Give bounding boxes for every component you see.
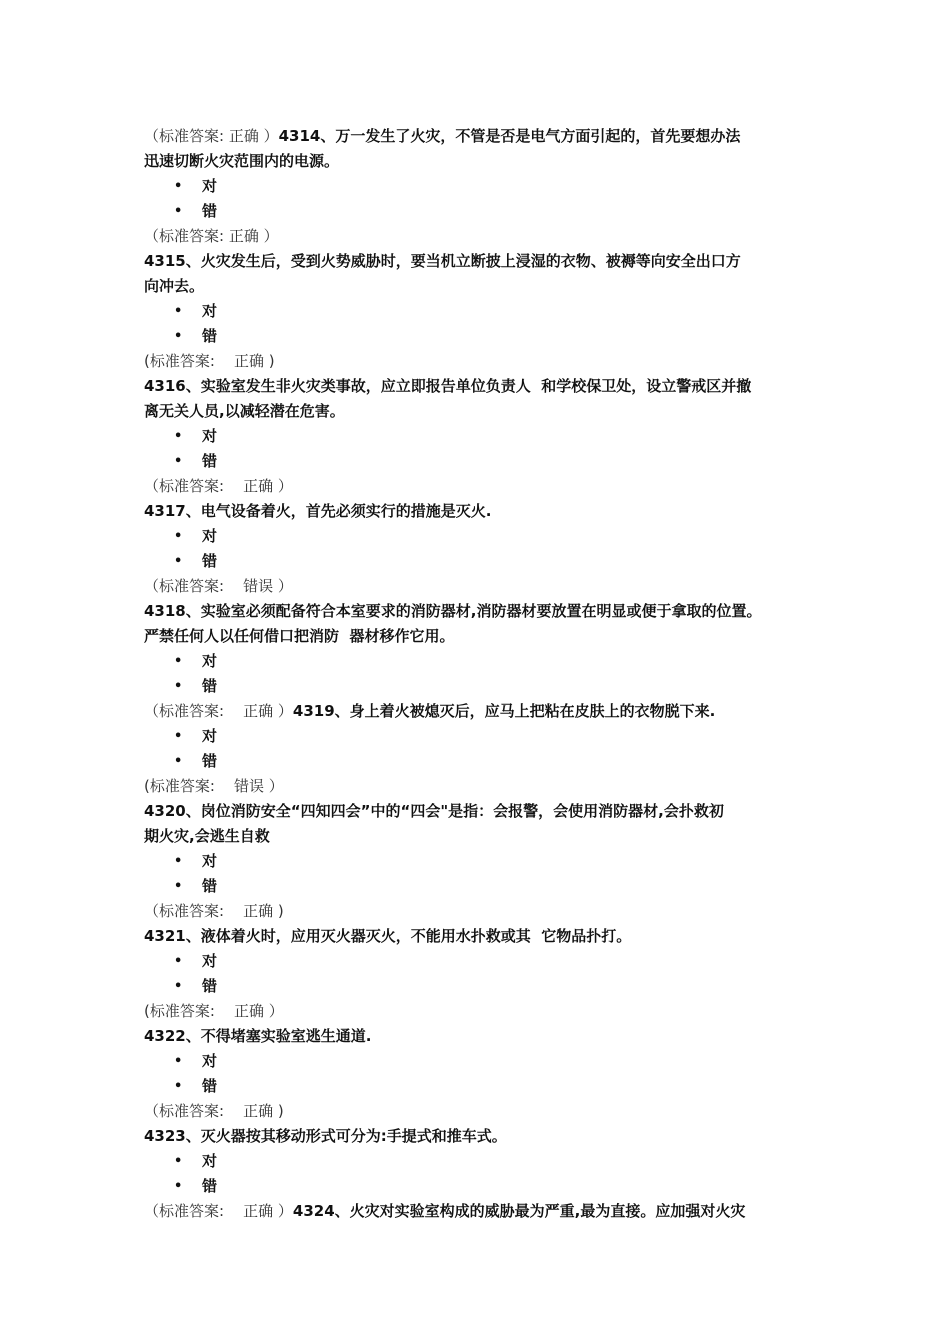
- option-label: 错: [202, 202, 218, 220]
- bullet-icon: •: [174, 679, 183, 694]
- answer-line: [144, 349, 824, 374]
- answer-question-line: [144, 699, 824, 724]
- option-item: [144, 874, 824, 899]
- option-label: 对: [202, 302, 218, 320]
- question-text: 4323、灭火器按其移动形式可分为:手提式和推车式。: [144, 1127, 507, 1145]
- question-line: [144, 399, 824, 424]
- question-line: [144, 624, 824, 649]
- option-item: [144, 974, 824, 999]
- answer-line: [144, 1099, 824, 1124]
- option-item: [144, 199, 824, 224]
- standard-answer: (标准答案: 错误 ）: [144, 777, 284, 795]
- option-item: [144, 1074, 824, 1099]
- question-line: [144, 274, 824, 299]
- option-item: [144, 549, 824, 574]
- option-label: 错: [202, 877, 218, 895]
- question-text: 期火灾,会逃生自救: [144, 827, 270, 845]
- option-item: [144, 749, 824, 774]
- bullet-icon: •: [174, 554, 183, 569]
- question-text: 4320、岗位消防安全“四知四会”中的“四会"是指：会报警，会使用消防器材,会扑救初: [144, 802, 724, 820]
- option-label: 错: [202, 677, 218, 695]
- question-text: 4319、身上着火被熄灭后，应马上把粘在皮肤上的衣物脱下来.: [292, 702, 716, 720]
- option-label: 对: [202, 1052, 218, 1070]
- option-label: 对: [202, 652, 218, 670]
- standard-answer: (标准答案: 正确 ): [144, 352, 275, 370]
- option-label: 对: [202, 527, 218, 545]
- bullet-icon: •: [174, 654, 183, 669]
- question-text: 迅速切断火灾范围内的电源。: [144, 152, 340, 170]
- standard-answer: （标准答案: 正确 ): [144, 1102, 284, 1120]
- option-item: [144, 674, 824, 699]
- bullet-icon: •: [174, 329, 183, 344]
- bullet-icon: •: [174, 1054, 183, 1069]
- question-text: 4318、实验室必须配备符合本室要求的消防器材,消防器材要放置在明显或便于拿取的位置。: [144, 602, 762, 620]
- option-label: 错: [202, 452, 218, 470]
- question-text: 4324、火灾对实验室构成的威胁最为严重,最为直接。应加强对火灾: [292, 1202, 746, 1220]
- question-text: 离无关人员,以减轻潜在危害。: [144, 402, 345, 420]
- standard-answer: （标准答案: 正确 ）: [144, 1202, 293, 1220]
- answer-line: [144, 999, 824, 1024]
- option-item: [144, 174, 824, 199]
- option-label: 错: [202, 752, 218, 770]
- option-label: 错: [202, 327, 218, 345]
- option-label: 对: [202, 852, 218, 870]
- standard-answer: （标准答案: 错误 ）: [144, 577, 293, 595]
- answer-line: [144, 899, 824, 924]
- option-label: 对: [202, 952, 218, 970]
- bullet-icon: •: [174, 204, 183, 219]
- option-label: 错: [202, 1077, 218, 1095]
- option-label: 错: [202, 552, 218, 570]
- standard-answer: （标准答案: 正确 ）: [144, 702, 293, 720]
- question-text: 4316、实验室发生非火灾类事故，应立即报告单位负责人 和学校保卫处，设立警戒区并撤: [144, 377, 752, 395]
- option-item: [144, 524, 824, 549]
- answer-question-line: [144, 1199, 824, 1224]
- option-item: [144, 1049, 824, 1074]
- question-text: 严禁任何人以任何借口把消防 器材移作它用。: [144, 627, 455, 645]
- bullet-icon: •: [174, 529, 183, 544]
- question-line: [144, 799, 824, 824]
- option-label: 错: [202, 1177, 218, 1195]
- standard-answer: （标准答案: 正确 ）: [144, 227, 279, 245]
- question-line: [144, 924, 824, 949]
- answer-line: [144, 774, 824, 799]
- option-item: [144, 424, 824, 449]
- bullet-icon: •: [174, 304, 183, 319]
- document-page: [144, 124, 824, 1224]
- question-line: [144, 1124, 824, 1149]
- bullet-icon: •: [174, 179, 183, 194]
- option-label: 对: [202, 177, 218, 195]
- bullet-icon: •: [174, 754, 183, 769]
- option-item: [144, 1174, 824, 1199]
- bullet-icon: •: [174, 854, 183, 869]
- option-label: 对: [202, 1152, 218, 1170]
- option-item: [144, 324, 824, 349]
- bullet-icon: •: [174, 729, 183, 744]
- option-item: [144, 649, 824, 674]
- question-line: [144, 499, 824, 524]
- option-item: [144, 1149, 824, 1174]
- question-line: [144, 1024, 824, 1049]
- option-item: [144, 949, 824, 974]
- question-line: [144, 249, 824, 274]
- bullet-icon: •: [174, 979, 183, 994]
- question-line: [144, 599, 824, 624]
- option-label: 错: [202, 977, 218, 995]
- bullet-icon: •: [174, 454, 183, 469]
- question-text: 4322、不得堵塞实验室逃生通道.: [144, 1027, 372, 1045]
- bullet-icon: •: [174, 954, 183, 969]
- option-item: [144, 849, 824, 874]
- option-item: [144, 299, 824, 324]
- option-item: [144, 724, 824, 749]
- bullet-icon: •: [174, 1079, 183, 1094]
- bullet-icon: •: [174, 429, 183, 444]
- question-line: [144, 824, 824, 849]
- option-label: 对: [202, 727, 218, 745]
- bullet-icon: •: [174, 879, 183, 894]
- answer-line: [144, 474, 824, 499]
- question-line: [144, 149, 824, 174]
- standard-answer: （标准答案: 正确 ）: [144, 477, 293, 495]
- standard-answer: （标准答案: 正确 ）: [144, 127, 279, 145]
- question-text: 4321、液体着火时，应用灭火器灭火，不能用水扑救或其 它物品扑打。: [144, 927, 632, 945]
- standard-answer: (标准答案: 正确 ）: [144, 1002, 284, 1020]
- question-text: 向冲去。: [144, 277, 205, 295]
- answer-question-line: [144, 124, 824, 149]
- bullet-icon: •: [174, 1154, 183, 1169]
- bullet-icon: •: [174, 1179, 183, 1194]
- option-label: 对: [202, 427, 218, 445]
- question-text: 4315、火灾发生后，受到火势威胁时，要当机立断披上浸湿的衣物、被褥等向安全出口方: [144, 252, 741, 270]
- option-item: [144, 449, 824, 474]
- standard-answer: （标准答案: 正确 ): [144, 902, 284, 920]
- question-line: [144, 374, 824, 399]
- question-text: 4314、万一发生了火灾，不管是否是电气方面引起的，首先要想办法: [278, 127, 741, 145]
- answer-line: [144, 574, 824, 599]
- answer-line: [144, 224, 824, 249]
- question-text: 4317、电气设备着火，首先必须实行的措施是灭火.: [144, 502, 492, 520]
